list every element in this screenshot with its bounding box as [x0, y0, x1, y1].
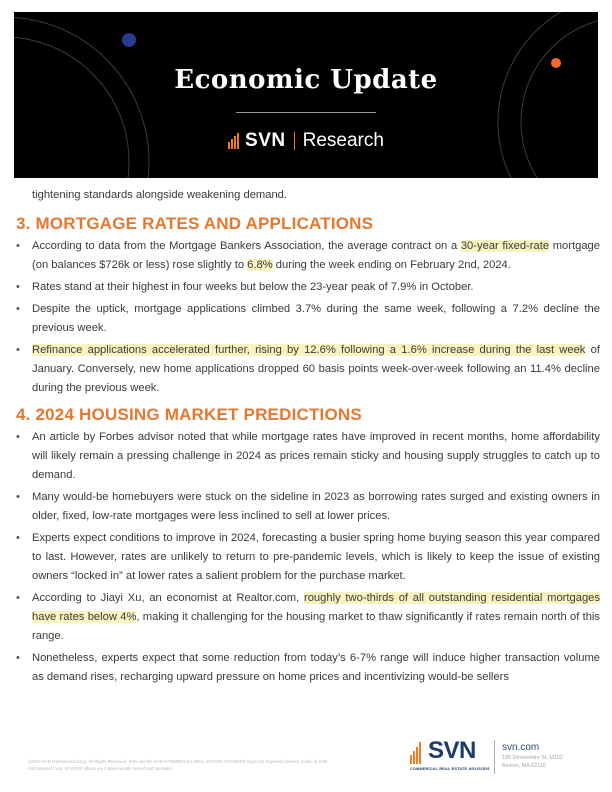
bullet-text: Experts expect conditions to improve in 2024, forecasting a busier spring home buying season this year compared to last. However, rates are unlikely to return to pre-pandemic levels, which is likely to keep the issue of existing owners “locked in” at lower rates a salient problem for the purchase market. [32, 532, 600, 582]
bullet-list [16, 237, 600, 398]
bullet-item [16, 278, 600, 297]
brand-name: SVN [245, 130, 286, 151]
footer-contact [502, 741, 563, 770]
bullet-text: Nonetheless, experts expect that some reduction from today’s 6-7% range will induce higher transaction volume as demand rises, recharging upward pressure on home prices and incentivizing would-be sellers [32, 652, 600, 683]
highlighted-text: 6.8% [247, 259, 273, 271]
bullet-text: during the week ending on February 2nd, 2024. [272, 259, 511, 271]
svn-bars-icon [228, 133, 239, 149]
bullet-item [16, 341, 600, 398]
bullet-text: of January. Conversely, new home applications dropped 60 basis points week-over-week following an 11.4% decline during the previous week. [32, 344, 600, 394]
orbit-decoration [14, 12, 598, 178]
bullet-item [16, 649, 600, 687]
bullet-text: According to data from the Mortgage Bankers Association, the average contract on a [32, 240, 461, 252]
footer-address-line2: Boston, MA 02110 [502, 763, 546, 769]
page-footer [28, 738, 588, 778]
bullet-text: mortgage (on balances $726k or less) rose slightly to [32, 240, 600, 271]
footer-logo-word: SVN [428, 737, 476, 764]
footer-logo-tagline: COMMERCIAL REAL ESTATE ADVISORS [410, 767, 490, 771]
bullet-text: Many would-be homebuyers were stuck on the sideline in 2023 as borrowing rates surged and existing owners in older, fixed, low-rate mortgages were less inclined to sell at lower prices. [32, 491, 600, 522]
bullet-text: According to Jiayi Xu, an economist at Realtor.com, [32, 592, 304, 604]
bullet-item [16, 488, 600, 526]
bullet-text: Despite the uptick, mortgage applications climbed 3.7% during the same week, following a 7.2% decline the previous week. [32, 303, 600, 334]
section-heading: 3. MORTGAGE RATES AND APPLICATIONS [16, 214, 374, 233]
bullet-item [16, 428, 600, 485]
brand-separator [294, 132, 295, 150]
bullet-text: An article by Forbes advisor noted that while mortgage rates have improved in recent months, home affordability will likely remain a pressing challenge in 2024 as prices remain sticky and housing supply struggles to catch up to demand. [32, 431, 600, 481]
svn-footer-logo [410, 738, 488, 778]
footer-address-line1: 185 Devonshire St, M102 [502, 755, 563, 761]
highlighted-text: roughly two-thirds of all outstanding residential mortgages have rates below 4% [32, 592, 600, 623]
continuation-text: tightening standards alongside weakening demand. [32, 189, 288, 201]
bullet-text: , making it challenging for the housing market to thaw significantly if rates remain north of this range. [32, 611, 600, 642]
bullet-list [16, 428, 600, 687]
bullet-text: Rates stand at their highest in four weeks but below the 23-year peak of 7.9% in October. [32, 281, 474, 293]
bullet-item [16, 529, 600, 586]
legal-notice: ©2024 SVN International Corp. All Rights Reserved. SVN and the SVN COMMERCIAL REAL ESTATE ADVISORS logos are registered service marks of SVN International Corp. All SVN® offices are independently owned and operated. [28, 759, 328, 771]
footer-website[interactable]: svn.com [502, 742, 540, 753]
svn-bars-icon [410, 742, 421, 764]
banner-divider [236, 112, 376, 113]
bullet-item [16, 300, 600, 338]
article-body [16, 186, 600, 690]
bullet-item [16, 237, 600, 275]
header-banner [14, 12, 598, 178]
sections-container [16, 213, 600, 687]
brand-division: Research [302, 130, 384, 151]
highlighted-text: 30-year fixed-rate [460, 240, 550, 252]
banner-title: Economic Update [174, 65, 438, 95]
section-heading: 4. 2024 HOUSING MARKET PREDICTIONS [16, 405, 362, 424]
footer-divider [494, 740, 495, 774]
bullet-item [16, 589, 600, 646]
highlighted-text: Refinance applications accelerated further, rising by 12.6% following a 1.6% increase during the last week [32, 344, 586, 356]
blue-dot [122, 33, 136, 47]
svn-research-logo [14, 130, 598, 152]
